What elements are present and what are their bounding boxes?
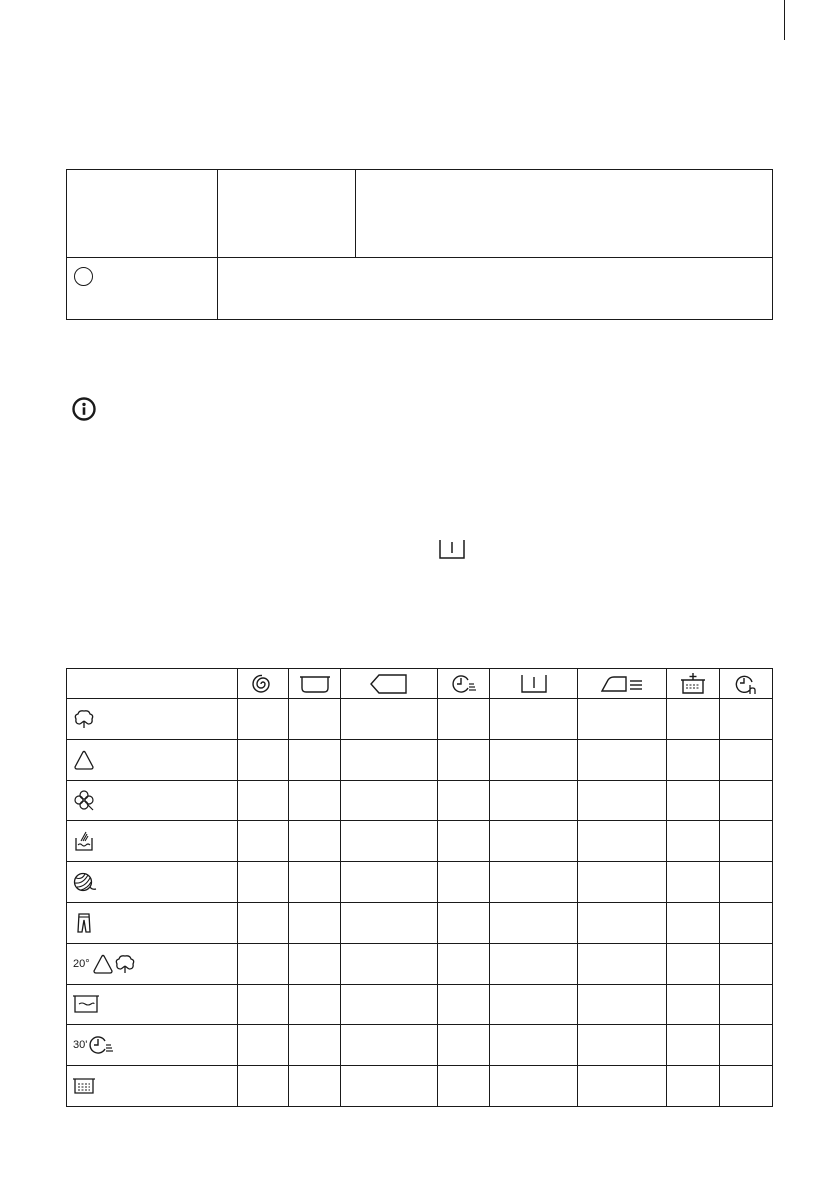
mix-20-icon bbox=[92, 953, 138, 975]
columns-header-row bbox=[67, 669, 773, 699]
col-spin bbox=[238, 669, 289, 699]
delay-start-icon bbox=[735, 673, 757, 695]
options-symbol-row bbox=[67, 258, 773, 320]
symbol-description bbox=[218, 258, 773, 320]
time-30-label: 30' bbox=[73, 1039, 88, 1052]
header-cell-3 bbox=[356, 170, 773, 258]
spin-drain-icon bbox=[73, 1077, 95, 1095]
col-time-save bbox=[438, 669, 490, 699]
circle-symbol-icon bbox=[74, 267, 93, 286]
table-row bbox=[67, 943, 773, 984]
delicates-icon bbox=[73, 789, 95, 811]
margin-rule bbox=[784, 0, 785, 40]
program-cell bbox=[67, 780, 238, 821]
easy-iron-icon bbox=[600, 675, 644, 693]
program-column-header bbox=[67, 669, 238, 699]
options-table bbox=[66, 169, 773, 320]
table-row bbox=[67, 1066, 773, 1107]
extra-rinse-icon bbox=[681, 673, 705, 695]
program-cell bbox=[67, 739, 238, 780]
tub-icon bbox=[300, 674, 330, 694]
col-easy-iron bbox=[578, 669, 667, 699]
rinse-icon bbox=[73, 994, 99, 1014]
program-cell bbox=[67, 1066, 238, 1107]
table-row bbox=[67, 739, 773, 780]
table-row bbox=[67, 862, 773, 903]
header-cell-1 bbox=[67, 170, 218, 258]
col-label-tag bbox=[341, 669, 438, 699]
symbol-cell bbox=[67, 258, 218, 320]
time-save-icon bbox=[451, 673, 477, 695]
program-cell bbox=[67, 984, 238, 1025]
col-delay-start bbox=[720, 669, 773, 699]
options-header-row bbox=[67, 170, 773, 258]
program-cell bbox=[67, 821, 238, 862]
hand-wash-icon bbox=[73, 830, 95, 852]
basin-icon bbox=[520, 674, 548, 694]
program-cell bbox=[67, 902, 238, 943]
temperature-20-label: 20° bbox=[73, 957, 90, 970]
program-cell bbox=[67, 943, 238, 984]
table-row bbox=[67, 1025, 773, 1066]
table-row bbox=[67, 780, 773, 821]
program-cell bbox=[67, 1025, 238, 1066]
synthetics-icon bbox=[73, 749, 95, 771]
col-tub bbox=[289, 669, 341, 699]
label-tag-icon bbox=[370, 673, 408, 695]
cotton-icon bbox=[73, 708, 95, 730]
table-row bbox=[67, 699, 773, 740]
quick-30-icon bbox=[88, 1034, 114, 1056]
program-options-table bbox=[66, 668, 773, 1107]
col-basin bbox=[490, 669, 578, 699]
jeans-icon bbox=[73, 912, 95, 934]
table-row bbox=[67, 984, 773, 1025]
info-icon bbox=[71, 396, 97, 422]
spin-icon bbox=[252, 673, 274, 695]
program-cell bbox=[67, 862, 238, 903]
col-extra-rinse bbox=[667, 669, 720, 699]
header-cell-2 bbox=[218, 170, 356, 258]
table-row bbox=[67, 902, 773, 943]
program-cell bbox=[67, 699, 238, 740]
table-row bbox=[67, 821, 773, 862]
wool-icon bbox=[73, 871, 97, 893]
basin-icon bbox=[438, 538, 466, 560]
